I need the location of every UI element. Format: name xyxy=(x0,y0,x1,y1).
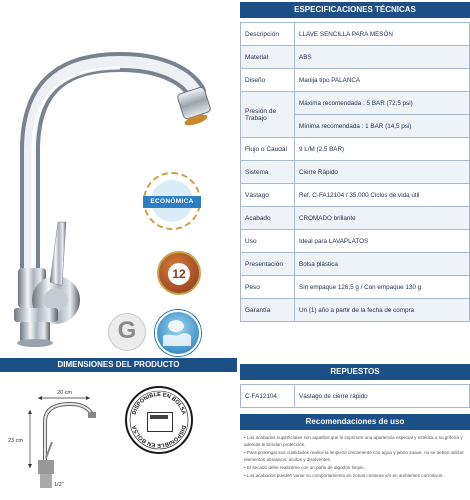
bag-stamp-text-top: DISPONIBLE EN BOLSA xyxy=(131,392,187,416)
product-image-area xyxy=(0,0,236,358)
recomendacion-item: • Los acabados superficiales son aquellos que le imprimen una apariencia especial y estética a su grifería y además le brindan protección. xyxy=(244,435,463,447)
spec-row xyxy=(241,69,470,92)
spec-label: Flujo o Caudal xyxy=(241,138,295,161)
spec-value: Mínima recomendada : 1 BAR (14,5 psi) xyxy=(295,115,470,138)
economica-badge xyxy=(143,172,201,230)
repuestos-header: REPUESTOS xyxy=(240,364,470,380)
spec-label: Presentación xyxy=(241,253,295,276)
spec-value: 9 L/M (2,5 BAR) xyxy=(295,138,470,161)
spec-row xyxy=(241,299,470,322)
spec-value: Bolsa plástica xyxy=(295,253,470,276)
spec-row xyxy=(241,253,470,276)
spec-label: Sistema xyxy=(241,161,295,184)
spec-row xyxy=(241,23,470,46)
spec-label: Acabado xyxy=(241,207,295,230)
spec-value: Cierre Rápido xyxy=(295,161,470,184)
faucet-image xyxy=(0,0,236,358)
spec-value: Sin empaque 126,5 g / Con empaque 130 g xyxy=(295,276,470,299)
spec-row xyxy=(241,161,470,184)
repuestos-code: C-FA12104 xyxy=(241,385,295,408)
spec-value: CROMADO brillante xyxy=(295,207,470,230)
spec-value: LLAVE SENCILLA PARA MESÓN xyxy=(295,23,470,46)
recomendaciones-text xyxy=(244,434,466,480)
spec-row xyxy=(241,276,470,299)
dimensions-area xyxy=(0,372,237,500)
spec-label: Garantía xyxy=(241,299,295,322)
warranty-years: 12 xyxy=(168,263,190,285)
dimensions-header: DIMENSIONES DEL PRODUCTO xyxy=(0,358,237,372)
recomendaciones-header: Recomendaciones de uso xyxy=(240,414,470,430)
repuestos-description: Vástago de cierre rápido xyxy=(295,385,470,408)
recomendacion-item: • Para prolongar sus cualidades realice la limpieza únicamente con agua y jabón suave, no se deben utilizar elementos abrasivos, ácidos y disolventes. xyxy=(244,450,464,462)
spec-label: Peso xyxy=(241,276,295,299)
spec-label: Descripción xyxy=(241,23,295,46)
spec-value: ABS xyxy=(295,46,470,69)
spec-value: Ideal para LAVAPLATOS xyxy=(295,230,470,253)
dimension-drawing xyxy=(0,372,237,500)
repuestos-row xyxy=(241,385,470,408)
spec-label: Diseño xyxy=(241,69,295,92)
thread-dimension-label: 1/2" xyxy=(54,482,64,488)
economica-label: ECONÓMICA xyxy=(143,196,201,208)
spec-label: Uso xyxy=(241,230,295,253)
recomendacion-item: • El secado debe realizarse con un paño de algodón limpio. xyxy=(244,465,365,470)
brand-g-logo xyxy=(108,313,146,351)
height-dimension-label: 23 cm xyxy=(8,438,23,444)
bag-icon xyxy=(147,412,173,432)
spec-row xyxy=(241,207,470,230)
spec-label: Material xyxy=(241,46,295,69)
spec-row xyxy=(241,184,470,207)
repuestos-table xyxy=(240,384,470,408)
spec-row xyxy=(241,92,470,115)
spec-value: Manija tipo PALANCA xyxy=(295,69,470,92)
water-drop-icon xyxy=(157,312,195,350)
spec-label: Vástago xyxy=(241,184,295,207)
specs-table xyxy=(240,22,470,322)
width-dimension-label: 20 cm xyxy=(57,390,72,396)
spec-row xyxy=(241,46,470,69)
spec-value: Un (1) año a partir de la fecha de compra xyxy=(295,299,470,322)
warranty-badge xyxy=(157,251,201,295)
water-saving-icon xyxy=(155,310,201,356)
brand-g-letter: G xyxy=(117,317,137,344)
recomendacion-item: • Los acabados pueden variar su comportamiento en zonas costeras y/o en ambientes corrosivos. xyxy=(244,473,444,478)
bag-stamp-text-bottom: DISPONIBLE EN BOLSA xyxy=(131,424,187,448)
spec-row xyxy=(241,230,470,253)
spec-row xyxy=(241,138,470,161)
specs-header: ESPECIFICACIONES TÉCNICAS xyxy=(240,2,470,18)
spec-value: Ref. C-FA12104 / 35.000 Ciclos de vida útil xyxy=(295,184,470,207)
bag-availability-stamp xyxy=(125,386,193,454)
spec-value: Máxima recomendada : 5 BAR (72,5 psi) xyxy=(295,92,470,115)
spec-label: Presión de Trabajo xyxy=(241,92,295,138)
